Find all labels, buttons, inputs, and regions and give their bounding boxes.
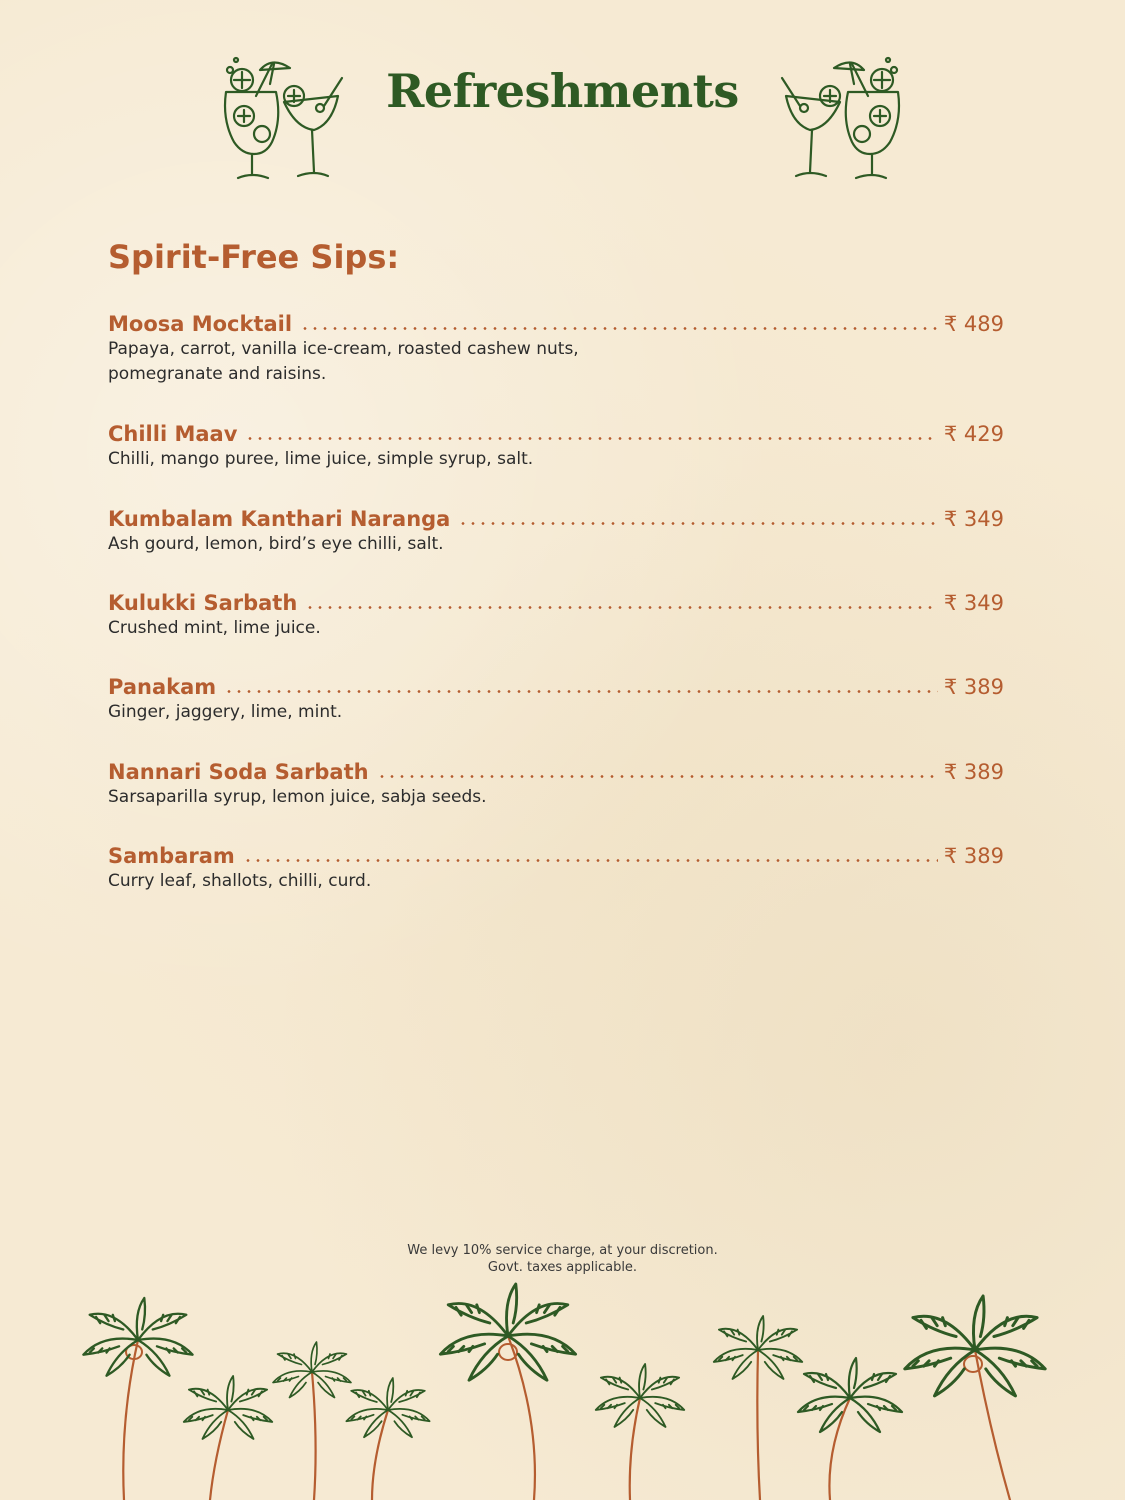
- item-name: Panakam: [108, 675, 217, 699]
- menu-item: [108, 844, 1004, 894]
- menu-header: [0, 50, 1125, 190]
- service-charge-note: We levy 10% service charge, at your discretion.: [407, 1243, 718, 1258]
- menu-item: [108, 312, 1004, 387]
- item-price: ₹ 349: [943, 507, 1004, 531]
- tax-note: Govt. taxes applicable.: [487, 1260, 638, 1275]
- menu-item: [108, 591, 1004, 641]
- item-description: Chilli, mango puree, lime juice, simple syrup, salt.: [108, 449, 534, 469]
- item-name: Kulukki Sarbath: [108, 591, 298, 615]
- dot-leader: [243, 859, 938, 862]
- item-description: Sarsaparilla syrup, lemon juice, sabja seeds.: [108, 787, 487, 807]
- item-price: ₹ 389: [943, 760, 1004, 784]
- section-title: Spirit-Free Sips:: [108, 238, 400, 276]
- item-price: ₹ 349: [943, 591, 1004, 615]
- item-description: Ash gourd, lemon, bird’s eye chilli, salt.: [108, 534, 444, 554]
- item-name: Chilli Maav: [108, 422, 238, 446]
- page-title: Refreshments: [386, 64, 739, 118]
- item-name: Kumbalam Kanthari Naranga: [108, 507, 451, 531]
- item-name: Sambaram: [108, 844, 235, 868]
- menu-item: [108, 507, 1004, 557]
- dot-leader: [305, 606, 938, 609]
- item-description: Ginger, jaggery, lime, mint.: [108, 702, 343, 722]
- dot-leader: [300, 327, 938, 330]
- item-price: ₹ 389: [943, 844, 1004, 868]
- dot-leader: [377, 775, 938, 778]
- item-description: Papaya, carrot, vanilla ice-cream, roasted cashew nuts, pomegranate and raisins.: [108, 339, 579, 384]
- item-price: ₹ 429: [943, 422, 1004, 446]
- item-name: Nannari Soda Sarbath: [108, 760, 369, 784]
- menu-item: [108, 760, 1004, 810]
- dot-leader: [224, 690, 938, 693]
- menu-item: [108, 422, 1004, 472]
- menu-item: [108, 675, 1004, 725]
- dot-leader: [245, 437, 937, 440]
- item-description: Curry leaf, shallots, chilli, curd.: [108, 871, 372, 891]
- item-name: Moosa Mocktail: [108, 312, 293, 336]
- item-price: ₹ 489: [943, 312, 1004, 336]
- palm-trees-icon: [0, 1280, 1125, 1500]
- dot-leader: [458, 522, 938, 525]
- item-price: ₹ 389: [943, 675, 1004, 699]
- item-description: Crushed mint, lime juice.: [108, 618, 321, 638]
- footer-note: [0, 1242, 1125, 1276]
- mocktail-glasses-icon: [772, 50, 912, 190]
